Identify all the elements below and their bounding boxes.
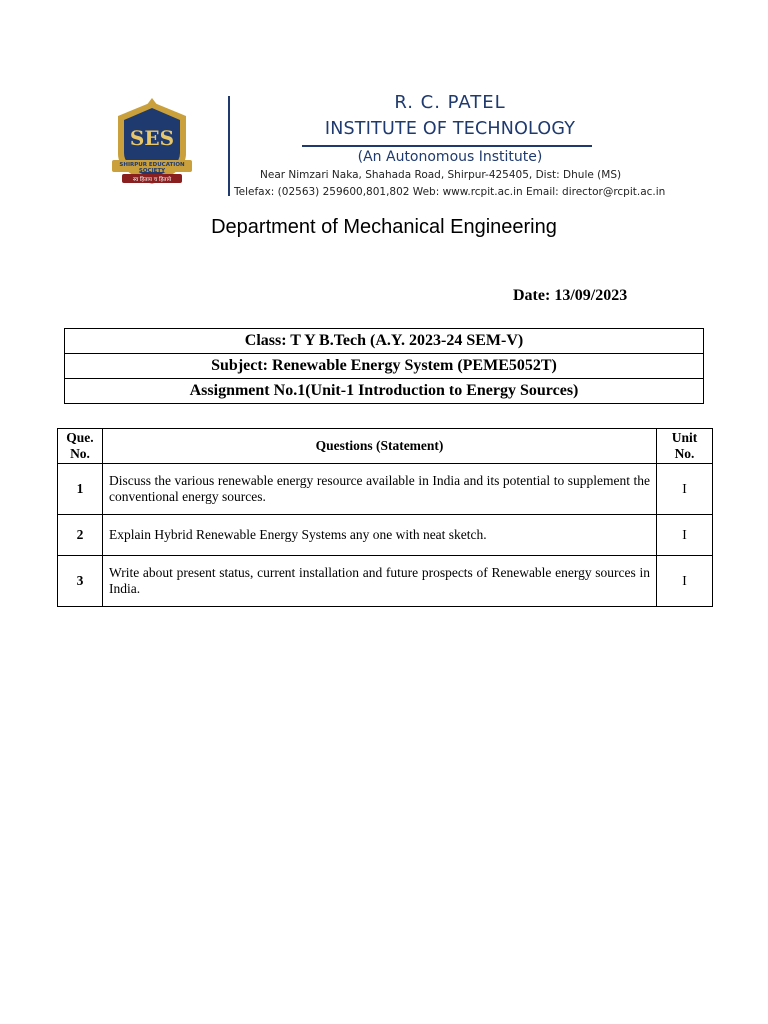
institute-name-line1: R. C. PATEL xyxy=(394,92,506,113)
emblem-ribbon-text: SHIRPUR EDUCATION SOCIETY xyxy=(119,162,185,174)
questions-table xyxy=(57,428,713,607)
question-text: Write about present status, current installation and future prospects of Renewable energy sources in India. xyxy=(103,556,657,607)
emblem-text: SES xyxy=(129,126,175,150)
table-row xyxy=(58,515,713,556)
header-statement: Questions (Statement) xyxy=(103,429,657,464)
institute-address: Near Nimzari Naka, Shahada Road, Shirpur-425405, Dist: Dhule (MS) xyxy=(260,169,622,181)
question-number: 3 xyxy=(58,556,103,607)
header-unit-no-line1: Unit xyxy=(671,430,698,445)
assignment-date: Date: 13/09/2023 xyxy=(513,287,628,304)
question-text: Explain Hybrid Renewable Energy Systems any one with neat sketch. xyxy=(103,515,657,556)
questions-header-row xyxy=(58,429,713,464)
header-question-no-line1: Que. xyxy=(66,430,94,445)
question-unit: I xyxy=(657,515,713,556)
header-unit-no xyxy=(657,429,713,464)
table-row xyxy=(58,556,713,607)
institute-status: (An Autonomous Institute) xyxy=(357,149,543,165)
header-question-no-line2: No. xyxy=(70,446,90,461)
class-info: Class: T Y B.Tech (A.Y. 2023-24 SEM-V) xyxy=(65,329,704,354)
question-number: 1 xyxy=(58,464,103,515)
question-unit: I xyxy=(657,464,713,515)
course-info-table xyxy=(64,328,704,404)
header-unit-no-line2: No. xyxy=(674,446,695,461)
institute-logo xyxy=(112,98,192,190)
emblem-motto: स्व हिताय च हिताये xyxy=(132,177,172,183)
table-row xyxy=(58,464,713,515)
question-unit: I xyxy=(657,556,713,607)
institute-name-rule xyxy=(302,145,592,147)
department-title: Department of Mechanical Engineering xyxy=(211,216,557,238)
institute-name-line2: INSTITUTE OF TECHNOLOGY xyxy=(324,119,576,139)
institute-contact: Telefax: (02563) 259600,801,802 Web: www.rcpit.ac.in Email: director@rcpit.ac.in xyxy=(234,186,666,198)
subject-info: Subject: Renewable Energy System (PEME5052T) xyxy=(65,354,704,379)
question-text: Discuss the various renewable energy resource available in India and its potential to supplement the conventional energy sources. xyxy=(103,464,657,515)
header-question-no xyxy=(58,429,103,464)
assignment-info: Assignment No.1(Unit-1 Introduction to Energy Sources) xyxy=(65,379,704,404)
question-number: 2 xyxy=(58,515,103,556)
letterhead xyxy=(0,0,768,210)
header-divider xyxy=(228,96,230,196)
